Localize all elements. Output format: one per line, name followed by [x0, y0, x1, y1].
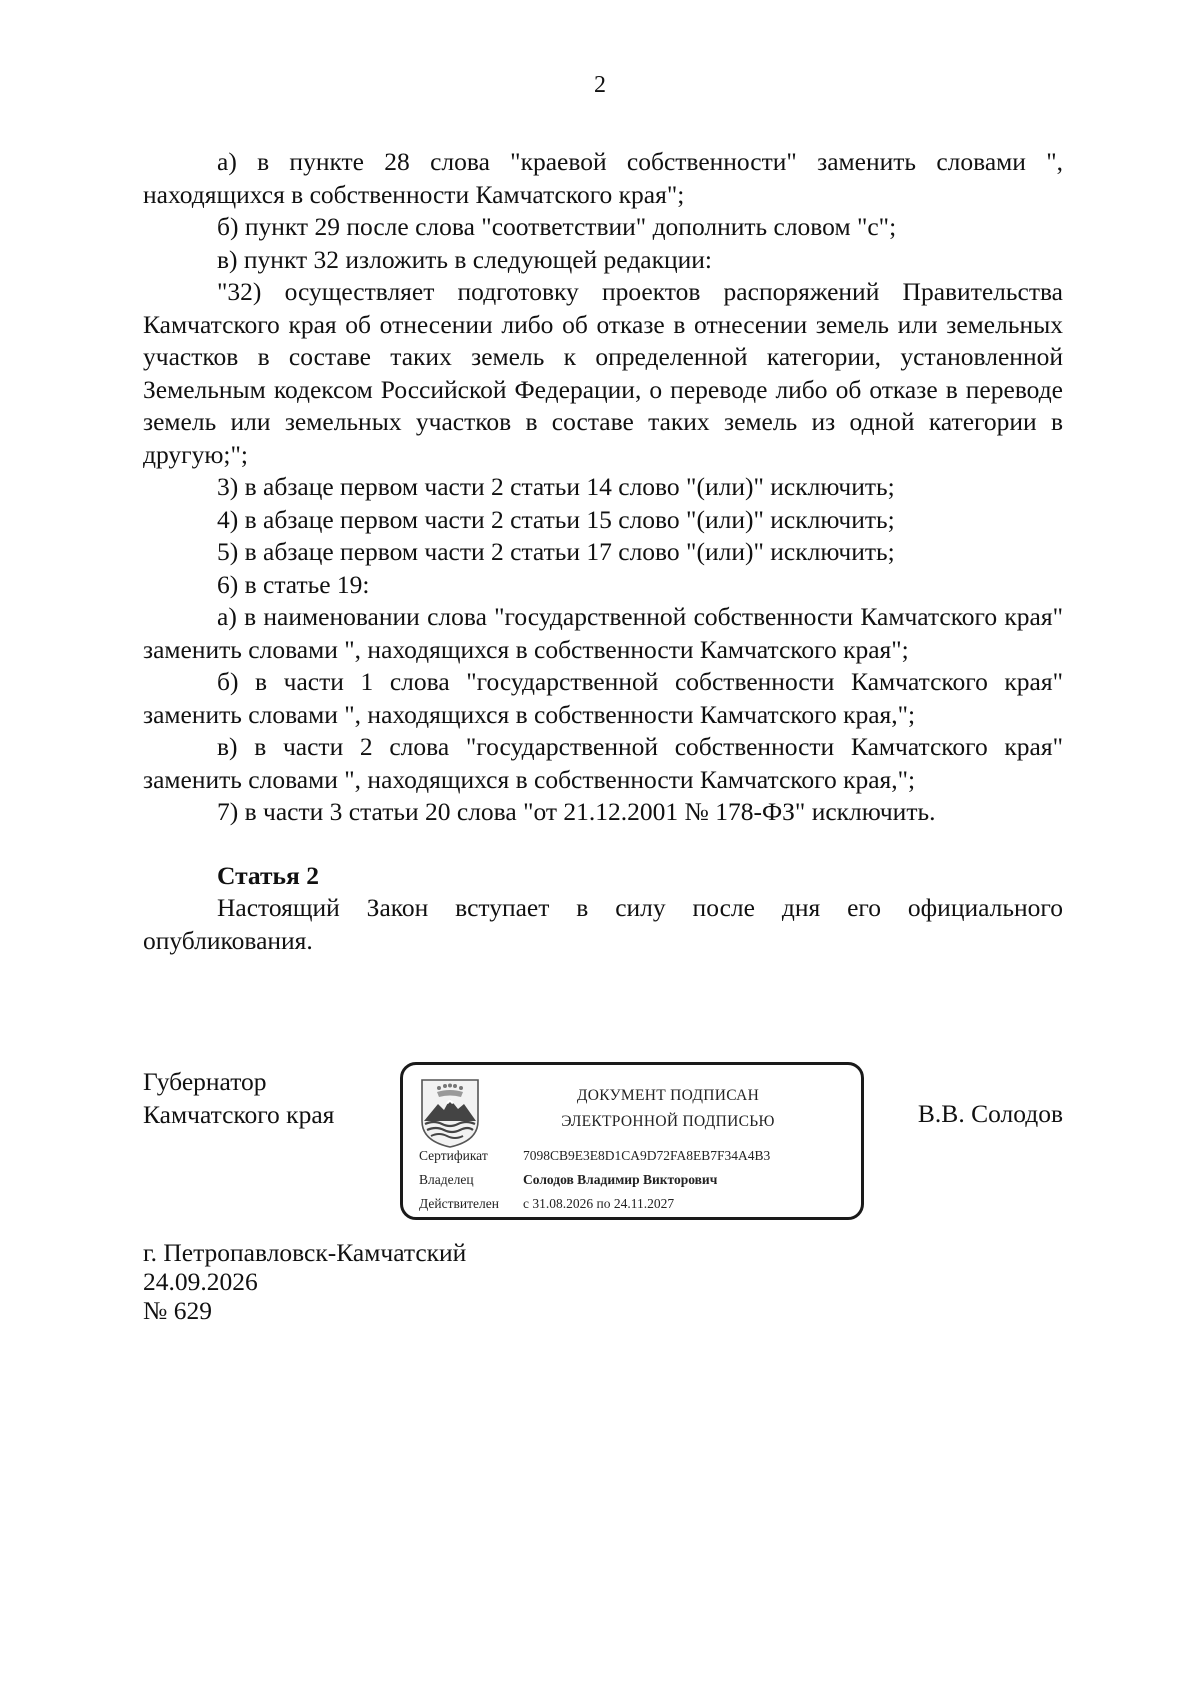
certificate-value: 7098CB9E3E8D1CA9D72FA8EB7F34A4B3 — [523, 1148, 771, 1163]
signatory-name: В.В. Солодов — [917, 1099, 1063, 1128]
signatory-position — [143, 1066, 334, 1131]
digital-signature-stamp — [400, 1062, 864, 1220]
paragraph: б) пункт 29 после слова "соответствии" дополнить словом "с"; — [217, 212, 897, 241]
position-line: Губернатор — [143, 1067, 267, 1096]
paragraph: 4) в абзаце первом части 2 статьи 15 слово "(или)" исключить; — [217, 504, 895, 534]
owner-value: Солодов Владимир Викторович — [523, 1172, 718, 1187]
position-line: Камчатского края — [143, 1099, 335, 1129]
document-date: 24.09.2026 — [143, 1267, 258, 1296]
page-number: 2 — [594, 72, 606, 98]
paragraph: а) в наименовании слова "государственной собственности Камчатского края" заменить словами ", находящихся в собственности Камчатского края"; — [143, 602, 1063, 664]
paragraph: 3) в абзаце первом части 2 статьи 14 слово "(или)" исключить; — [217, 472, 895, 501]
paragraph: 7) в части 3 статьи 20 слова "от 21.12.2001 № 178-ФЗ" исключить. — [217, 797, 936, 826]
stamp-certificate-row — [419, 1148, 770, 1164]
paragraph: б) в части 1 слова "государственной собственности Камчатского края" заменить словами ", находящихся в собственности Камчатского края,"; — [143, 667, 1063, 729]
certificate-label: Сертификат — [419, 1148, 488, 1163]
document-footer — [143, 1238, 466, 1325]
article-text: Настоящий Закон вступает в силу после дня его официального опубликования. — [143, 893, 1063, 955]
validity-label: Действителен — [419, 1196, 499, 1211]
paragraph: а) в пункте 28 слова "краевой собственности" заменить словами ", находящихся в собственности Камчатского края"; — [143, 147, 1063, 209]
stamp-owner-row — [419, 1172, 717, 1188]
paragraph: 5) в абзаце первом части 2 статьи 17 слово "(или)" исключить; — [217, 537, 895, 566]
article-heading: Статья 2 — [217, 860, 319, 890]
paragraph: в) в части 2 слова "государственной собственности Камчатского края" заменить словами ", находящихся в собственности Камчатского края,"; — [143, 732, 1063, 794]
stamp-validity-row — [419, 1196, 674, 1212]
stamp-subtitle: ЭЛЕКТРОННОЙ ПОДПИСЬЮ — [561, 1113, 775, 1130]
document-body — [143, 146, 1063, 957]
validity-value: с 31.08.2026 по 24.11.2027 — [523, 1196, 675, 1211]
owner-label: Владелец — [419, 1172, 474, 1187]
place-of-signing: г. Петропавловск-Камчатский — [143, 1238, 467, 1267]
kamchatka-coat-of-arms-icon — [419, 1077, 481, 1149]
paragraph: "32) осуществляет подготовку проектов распоряжений Правительства Камчатского края об отнесении либо об отказе в отнесении земель или земельных участков в составе таких земель к определенной категории, установленной Земельным кодексом Российской Федерации, о переводе либо об отказе в переводе земель или земельных участков в составе таких земель из одной категории в другую;"; — [143, 277, 1063, 469]
document-number: № 629 — [143, 1296, 212, 1325]
paragraph: 6) в статье 19: — [217, 569, 370, 599]
stamp-title: ДОКУМЕНТ ПОДПИСАН — [576, 1087, 760, 1104]
paragraph: в) пункт 32 изложить в следующей редакции: — [217, 244, 712, 274]
